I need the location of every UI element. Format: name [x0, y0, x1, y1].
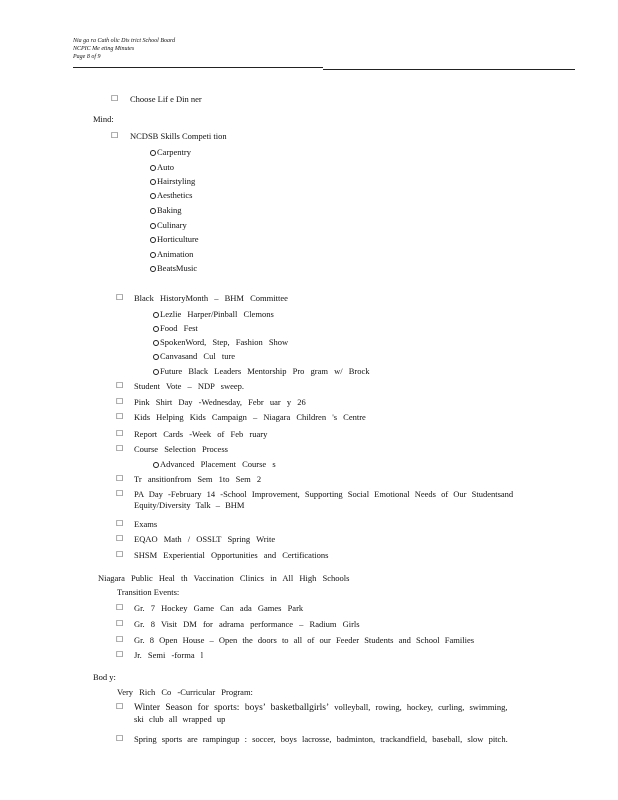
header-rule-left: [73, 67, 323, 68]
item-gr8-visit: Gr. 8 Visit DM for adrama performance – Radium Girls: [134, 619, 360, 629]
item-shsm: SHSM Experiential Opportunities and Certifications: [134, 550, 329, 560]
box-bullet-icon: ☐: [116, 635, 124, 644]
item-pink-shirt-day: Pink Shirt Day -Wednesday, Febr uar y 26: [134, 397, 306, 407]
sub-item: Hairstyling: [150, 176, 195, 187]
sub-item: Future Black Leaders Mentorship Pro gram w/ Brock: [153, 366, 370, 377]
circle-bullet-icon: [153, 340, 159, 346]
heading-body: Bod y:: [93, 672, 116, 682]
item-gr8-open-house: Gr. 8 Open House – Open the doors to all of our Feeder Students and School Families: [134, 635, 475, 645]
box-bullet-icon: ☐: [116, 474, 124, 483]
header-page-number: Page 8 of 9: [73, 54, 101, 60]
sub-item: Aesthetics: [150, 190, 192, 201]
box-bullet-icon: ☐: [116, 702, 124, 711]
sub-item: BeatsMusic: [150, 263, 197, 274]
item-course-selection: Course Selection Process: [134, 444, 228, 454]
box-bullet-icon: ☐: [116, 734, 124, 743]
circle-bullet-icon: [150, 165, 156, 171]
box-bullet-icon: ☐: [116, 619, 124, 628]
item-winter-season: Winter Season for sports: boys’ basketballgirls’ volleyball, rowing, hockey, curling, swimming, ski club all wrapped up: [134, 702, 508, 724]
circle-bullet-icon: [153, 312, 159, 318]
item-black-history-month: Black HistoryMonth – BHM Committee: [134, 293, 288, 303]
sub-item: Baking: [150, 205, 182, 216]
box-bullet-icon: ☐: [116, 519, 124, 528]
box-bullet-icon: ☐: [116, 444, 124, 453]
box-bullet-icon: ☐: [116, 603, 124, 612]
sub-item: Advanced Placement Course s: [153, 459, 276, 470]
box-bullet-icon: ☐: [116, 550, 124, 559]
circle-bullet-icon: [150, 266, 156, 272]
circle-bullet-icon: [150, 223, 156, 229]
circle-bullet-icon: [150, 179, 156, 185]
circle-bullet-icon: [150, 150, 156, 156]
item-jr-semi-formal: Jr. Semi -forma l: [134, 650, 204, 660]
sub-item: Food Fest: [153, 323, 198, 334]
sub-item: Horticulture: [150, 234, 199, 245]
circle-bullet-icon: [153, 326, 159, 332]
box-bullet-icon: ☐: [116, 293, 124, 302]
sub-item: Carpentry: [150, 147, 191, 158]
circle-bullet-icon: [153, 354, 159, 360]
sub-item: Culinary: [150, 220, 187, 231]
item-transition-semester: Tr ansitionfrom Sem 1to Sem 2: [134, 474, 262, 484]
item-report-cards: Report Cards -Week of Feb ruary: [134, 429, 268, 439]
heading-mind: Mind:: [93, 114, 114, 124]
item-kids-helping-kids: Kids Helping Kids Campaign – Niagara Children 's Centre: [134, 412, 366, 422]
circle-bullet-icon: [153, 369, 159, 375]
item-skills-competition: NCDSB Skills Competi tion: [130, 131, 227, 141]
item-exams: Exams: [134, 519, 158, 529]
sub-item: Animation: [150, 249, 193, 260]
heading-cocurricular: Very Rich Co -Curricular Program:: [117, 687, 253, 697]
circle-bullet-icon: [150, 237, 156, 243]
box-bullet-icon: ☐: [116, 650, 124, 659]
item-eqao: EQAO Math / OSSLT Spring Write: [134, 534, 276, 544]
sub-item: SpokenWord, Step, Fashion Show: [153, 337, 288, 348]
heading-transition-events: Transition Events:: [117, 587, 180, 597]
header-board-name: Nia ga ra Cath olic Dis trict School Board: [73, 38, 176, 44]
box-bullet-icon: ☐: [116, 412, 124, 421]
circle-bullet-icon: [153, 462, 159, 468]
box-bullet-icon: ☐: [116, 397, 124, 406]
item-student-vote: Student Vote – NDP sweep.: [134, 381, 245, 391]
box-bullet-icon: ☐: [116, 534, 124, 543]
item-gr7-hockey: Gr. 7 Hockey Game Can ada Games Park: [134, 603, 304, 613]
item-choose-life: Choose Lif e Din ner: [130, 94, 202, 104]
header-rule-right: [323, 69, 575, 70]
item-vaccination-clinics: Niagara Public Heal th Vaccination Clinics in All High Schools: [98, 573, 350, 583]
box-bullet-icon: ☐: [111, 94, 119, 103]
box-bullet-icon: ☐: [116, 429, 124, 438]
sub-item: Lezlie Harper/Pinball Clemons: [153, 309, 274, 320]
sub-item: Canvasand Cul ture: [153, 351, 235, 362]
header-meeting-title: NCPIC Me eting Minutes: [73, 46, 135, 52]
circle-bullet-icon: [150, 193, 156, 199]
sub-item: Auto: [150, 162, 174, 173]
circle-bullet-icon: [150, 252, 156, 258]
box-bullet-icon: ☐: [111, 131, 119, 140]
box-bullet-icon: ☐: [116, 489, 124, 498]
box-bullet-icon: ☐: [116, 381, 124, 390]
item-spring-sports: Spring sports are rampingup : soccer, boys lacrosse, badminton, trackandfield, baseball, slow pitch.: [134, 734, 508, 744]
item-pa-day: PA Day -February 14 -School Improvement, Supporting Social Emotional Needs of Our Studentsand Equity/Diversity Talk – BHM: [134, 489, 514, 510]
circle-bullet-icon: [150, 208, 156, 214]
